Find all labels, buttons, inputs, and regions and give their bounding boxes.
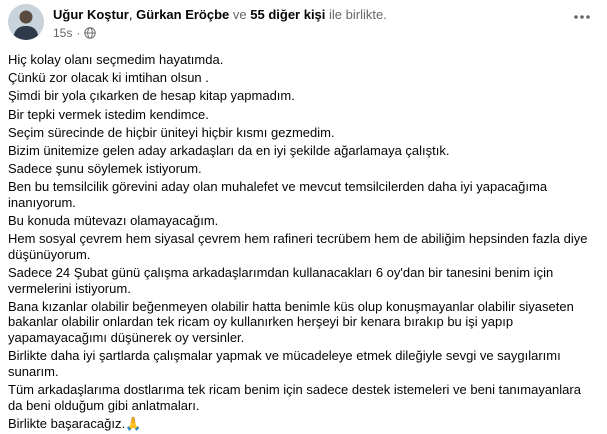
post-header-line <box>53 7 387 23</box>
post-timestamp[interactable]: 15s <box>53 26 73 40</box>
tagged-person-link[interactable]: Gürkan Eröçbe <box>136 7 230 22</box>
author-avatar[interactable] <box>8 4 44 40</box>
post-paragraph: Hiç kolay olanı seçmedim hayatımda. <box>8 52 224 67</box>
tag-suffix: ile birlikte. <box>325 7 387 22</box>
post-paragraph: Sadece 24 Şubat günü çalışma arkadaşlarımdan kullanacakları 6 oy'dan bir tanesini benim için vermelerini istiyorum. <box>8 265 554 296</box>
post-paragraph: Tüm arkadaşlarıma dostlarıma tek ricam benim için sadece destek istemeleri ve beni tanımayanlara da beni olduğum gibi anlatmaları. <box>8 382 581 413</box>
post-paragraph: Ben bu temsilcilik görevini aday olan muhalefet ve mevcut temsilcilerden daha iyi yapacağıma inanıyorum. <box>8 179 548 210</box>
post-meta <box>53 26 96 40</box>
post-body <box>8 52 596 434</box>
post-paragraph: Hem sosyal çevrem hem siyasal çevrem hem rafineri tecrübem hem de abiliğim hepsinden fazla diye düşünüyorum. <box>8 231 588 262</box>
tag-connector: ve <box>229 7 251 22</box>
others-link[interactable]: 55 diğer kişi <box>250 7 326 22</box>
more-options-icon <box>573 14 591 20</box>
post-paragraph: Birlikte başaracağız.🙏 <box>8 415 142 431</box>
post-paragraph: Bana kızanlar olabilir beğenmeyen olabilir hatta benimle küs olup konuşmayanlar olabilir siyaseten bakanlar olabilir onlardan tek ricam oy kullanırken herşeyi bir kenara bırakıp bu işi yapıp yapamayacağımı düşünerek oy versinler. <box>8 298 574 346</box>
globe-icon[interactable] <box>84 27 96 39</box>
post-paragraph: Çünkü zor olacak ki imtihan olsun . <box>8 70 209 86</box>
post-paragraph: Bizim ünitemize gelen aday arkadaşları da en iyi şekilde ağarlamaya çalıştık. <box>8 142 450 158</box>
post-paragraph: Bir tepki vermek istedim kendimce. <box>8 106 209 122</box>
author-name-link[interactable]: Uğur Koştur <box>53 7 129 22</box>
post-paragraph: Seçim sürecinde de hiçbir üniteyi hiçbir kısmı gezmedim. <box>8 124 335 140</box>
post-paragraph: Bu konuda mütevazı olamayacağım. <box>8 213 219 229</box>
post-paragraph: Sadece şunu söylemek istiyorum. <box>8 161 202 177</box>
author-separator: , <box>128 7 137 22</box>
post-header <box>8 0 607 44</box>
avatar-image <box>8 4 44 40</box>
more-options-button[interactable] <box>571 10 593 24</box>
post-paragraph: Şimdi bir yola çıkarken de hesap kitap yapmadım. <box>8 88 295 104</box>
post-paragraph: Birlikte daha iyi şartlarda çalışmalar yapmak ve mücadeleye etmek dileğiyle sevgi ve saygılarımı sunarım. <box>8 348 561 379</box>
meta-dot: · <box>76 26 81 40</box>
